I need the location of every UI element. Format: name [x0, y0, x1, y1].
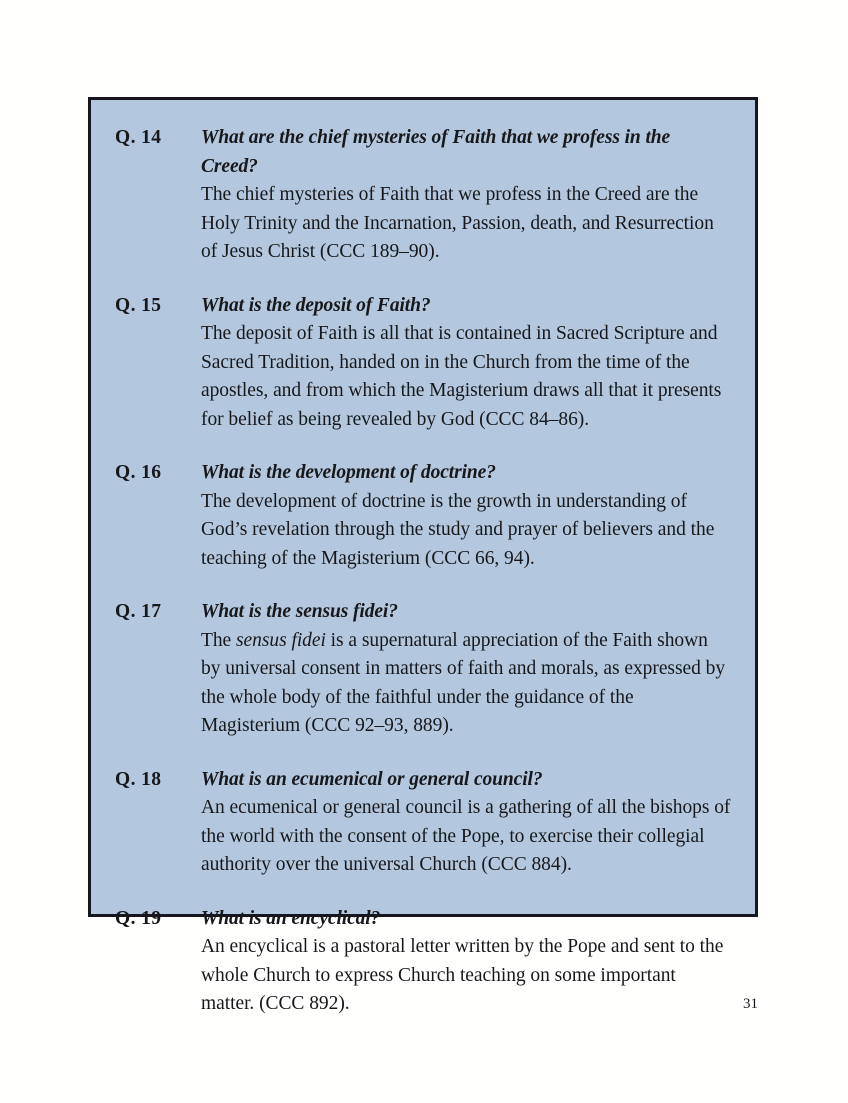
question-number-label: Q. 17 — [115, 601, 162, 622]
answer-text-pre: The — [201, 629, 236, 651]
answer-text-pre: The development of doctrine is the growth in understanding of God’s revelation through the study and prayer of believers and the teaching of the Magisterium (CCC 66, 94). — [201, 490, 715, 569]
qa-entry — [115, 292, 731, 435]
answer-text-pre: The deposit of Faith is all that is contained in Sacred Scripture and Sacred Tradition, handed on in the Church from the time of the apostles, and from which the Magisterium draws all that it presents for belief as being revealed by God (CCC 84–86). — [201, 323, 722, 430]
question-number-label: Q. 14 — [115, 127, 162, 148]
qa-entry — [115, 905, 731, 1019]
answer-text — [201, 933, 731, 1019]
answer-text-pre: An ecumenical or general council is a gathering of all the bishops of the world with the consent of the Pope, to exercise their collegial authority over the universal Church (CCC 884). — [201, 797, 731, 875]
question-text: What is an encyclical? — [201, 907, 381, 929]
answer-text — [201, 181, 731, 267]
question-text: What is the deposit of Faith? — [201, 294, 431, 316]
answer-text-italic: sensus fidei — [236, 629, 326, 651]
answer-text-pre: The chief mysteries of Faith that we profess in the Creed are the Holy Trinity and the Incarnation, Passion, death, and Resurrection of Jesus Christ (CCC 189–90). — [201, 184, 714, 262]
question-text: What is the development of doctrine? — [201, 462, 496, 483]
qa-entry — [115, 124, 731, 267]
answer-text — [201, 488, 731, 574]
question-number-label: Q. 19 — [115, 907, 162, 929]
answer-text-pre: An encyclical is a pastoral letter written by the Pope and sent to the whole Church to express Church teaching on some important matter. (CCC 892). — [201, 936, 724, 1014]
question-number-label: Q. 16 — [115, 462, 162, 483]
question-text: What is the sensus fidei? — [201, 601, 398, 622]
question-text: What is an ecumenical or general council? — [201, 768, 543, 790]
answer-text — [201, 627, 731, 741]
question-text: What are the chief mysteries of Faith that we profess in the Creed? — [201, 127, 671, 177]
answer-text — [201, 794, 731, 880]
qa-entry — [115, 766, 731, 880]
answer-text-post: is a supernatural appreciation of the Faith shown by universal consent in matters of faith and morals, as expressed by the whole body of the faithful under the guidance of the Magisterium (CCC 92–93, 889). — [201, 629, 726, 736]
question-number-label: Q. 18 — [115, 768, 162, 790]
answer-text — [201, 320, 731, 434]
page-number: 31 — [743, 996, 758, 1012]
question-number-label: Q. 15 — [115, 294, 162, 316]
qa-entry — [115, 459, 731, 573]
qa-entry — [115, 598, 731, 741]
